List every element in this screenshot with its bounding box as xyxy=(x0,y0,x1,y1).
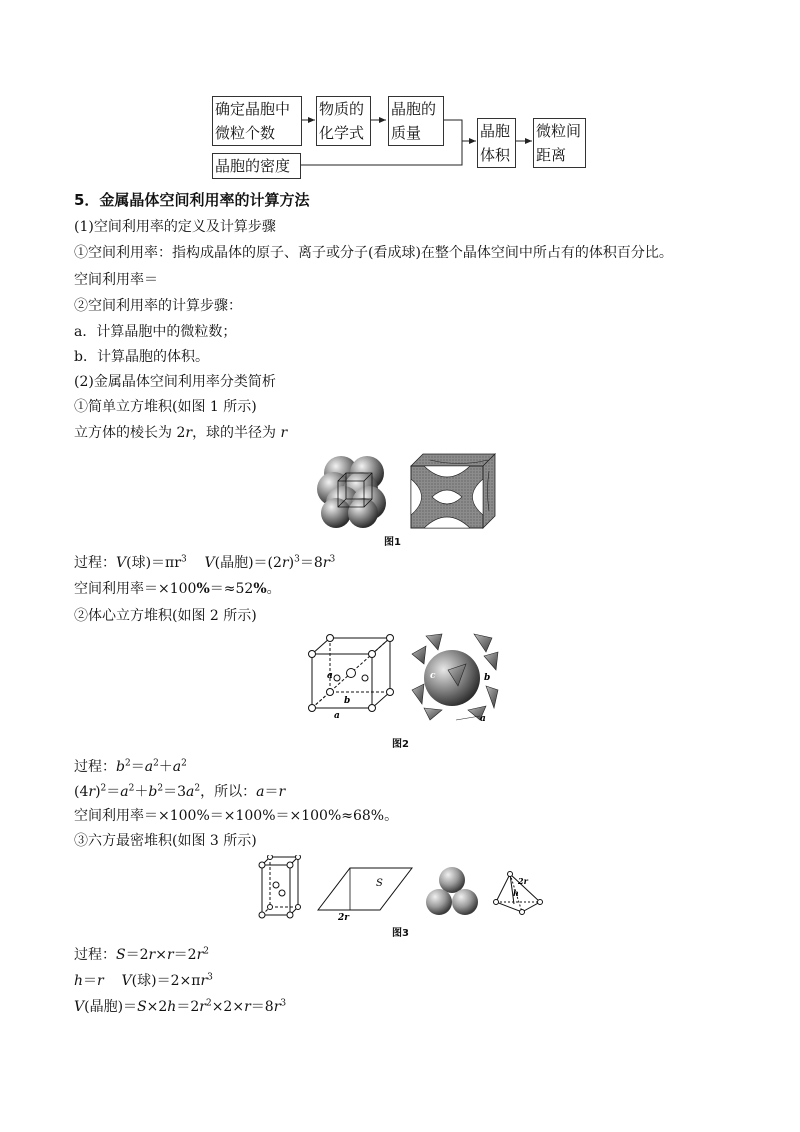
figure-2-caption: 图2 xyxy=(392,739,409,750)
var-r: r xyxy=(200,973,208,989)
process-line xyxy=(74,553,335,573)
text-span: ＝ xyxy=(106,784,121,800)
figure-1-simple-cubic-spheres xyxy=(314,451,392,529)
label-b: b xyxy=(484,673,491,683)
text-line: (1)空间利用率的定义及计算步骤 xyxy=(74,219,276,235)
label-c: c xyxy=(430,671,436,681)
var-a: a xyxy=(256,784,265,800)
var-s: S xyxy=(137,999,147,1015)
flow-box-text: 微粒间 xyxy=(536,122,582,140)
figure-3-three-spheres xyxy=(424,866,480,918)
figure-1-caption: 图1 xyxy=(384,537,401,548)
var-r: r xyxy=(322,555,330,571)
text-span: ＝2 xyxy=(173,947,197,963)
figure-3-hcp-cell xyxy=(256,855,306,921)
var-v: V xyxy=(116,555,127,571)
exponent: 2 xyxy=(194,783,201,794)
text-line xyxy=(74,423,287,443)
var-r: r xyxy=(97,973,104,989)
flow-box-distance xyxy=(533,118,586,168)
exponent: 2 xyxy=(153,758,159,769)
exponent: 3 xyxy=(294,554,300,565)
text-span: 过程： xyxy=(74,555,116,571)
process-line xyxy=(74,997,286,1017)
text-span: × xyxy=(155,947,167,963)
flow-box-cell-mass xyxy=(388,96,444,146)
text-line: 空间利用率＝ xyxy=(74,272,158,288)
text-span: ＝≈52 xyxy=(209,581,254,597)
label-2r: 2r xyxy=(338,913,350,922)
section-title: 5．金属晶体空间利用率的计算方法 xyxy=(74,191,310,209)
text-line: ①空间利用率：指构成晶体的原子、离子或分子(看成球)在整个晶体空间中所占有的体积百分比。 xyxy=(74,245,673,261)
text-span: ＝2 xyxy=(176,999,200,1015)
exponent: 2 xyxy=(157,783,164,794)
text-span: ＝8 xyxy=(250,999,274,1015)
text-span: ) xyxy=(288,555,295,571)
flow-box-text: 微粒个数 xyxy=(215,124,276,142)
process-line xyxy=(74,971,213,991)
var-r: r xyxy=(278,784,286,800)
process-line xyxy=(74,945,209,965)
process-line xyxy=(74,782,285,802)
flow-box-text: 体积 xyxy=(480,146,511,164)
text-span: 空间利用率＝×100 xyxy=(74,581,197,597)
var-a: a xyxy=(120,784,129,800)
flow-box-density xyxy=(212,153,301,179)
figure-2-bcc-wireframe xyxy=(308,634,398,720)
flow-box-text: 确定晶胞中 xyxy=(215,100,291,118)
exponent: 3 xyxy=(207,972,213,983)
var-h: h xyxy=(167,999,177,1015)
flow-box-text: 距离 xyxy=(536,146,567,164)
flow-box-formula xyxy=(316,96,371,146)
text-span: 过程： xyxy=(74,947,116,963)
exponent: 3 xyxy=(280,998,287,1009)
figure-2-bcc-spheres xyxy=(408,630,500,722)
text-span: (球)＝2×π xyxy=(131,973,201,989)
var-r: r xyxy=(148,947,156,963)
var-a: a xyxy=(144,759,154,775)
flow-box-text: 晶胞 xyxy=(480,122,511,140)
exponent: 3 xyxy=(180,554,187,565)
process-line xyxy=(74,757,187,777)
text-line: ③六方最密堆积(如图 3 所示) xyxy=(74,833,257,849)
var-b: b xyxy=(116,759,125,775)
text-span: ×2× xyxy=(211,999,245,1015)
figure-3-tetrahedron xyxy=(492,870,548,920)
text-span: ＋ xyxy=(158,759,173,775)
var-r: r xyxy=(185,425,193,441)
exponent: 2 xyxy=(124,758,131,769)
exponent: 2 xyxy=(203,946,210,957)
label-h: h xyxy=(513,888,519,898)
var-r: r xyxy=(281,555,289,571)
text-span: ，球的半径为 xyxy=(192,425,281,441)
text-line: ①简单立方堆积(如图 1 所示) xyxy=(74,399,257,415)
text-span: 。 xyxy=(266,581,281,597)
flow-box-text: 质量 xyxy=(391,124,422,142)
label-s: S xyxy=(376,878,383,889)
text-span: ＝ xyxy=(264,784,279,800)
percent-sign: % xyxy=(253,581,267,597)
var-h: h xyxy=(74,973,84,989)
text-span: 立方体的棱长为 2 xyxy=(74,425,186,441)
label-2r: 2r xyxy=(518,876,528,886)
figure-3-parallelogram xyxy=(316,866,414,922)
exponent: 3 xyxy=(329,554,336,565)
text-span: ＝8 xyxy=(299,555,323,571)
var-r: r xyxy=(244,999,251,1015)
var-a: a xyxy=(186,784,195,800)
utilization-rate-line xyxy=(74,579,281,599)
label-a: a xyxy=(327,671,333,681)
exponent: 2 xyxy=(100,783,107,794)
label-a: a xyxy=(480,714,486,722)
var-r: r xyxy=(166,947,174,963)
label-a: a xyxy=(334,711,340,720)
flow-box-text: 晶胞的密度 xyxy=(215,157,291,175)
flow-box-particle-count xyxy=(212,96,302,146)
exponent: 2 xyxy=(181,758,187,769)
var-a: a xyxy=(172,759,182,775)
var-v: V xyxy=(74,999,85,1015)
text-span: (球)＝πr xyxy=(126,555,181,571)
exponent: 2 xyxy=(205,998,212,1009)
var-v: V xyxy=(121,973,132,989)
text-span: (4 xyxy=(74,784,89,800)
text-span: ＝2 xyxy=(125,947,149,963)
text-span: (晶胞)＝(2 xyxy=(214,555,282,571)
text-line: ②体心立方堆积(如图 2 所示) xyxy=(74,608,257,624)
var-b: b xyxy=(148,784,158,800)
text-span: ＝ xyxy=(83,973,98,989)
flow-box-text: 化学式 xyxy=(319,124,365,142)
var-v: V xyxy=(204,555,215,571)
utilization-rate-line: 空间利用率＝×100%＝×100%＝×100%≈68%。 xyxy=(74,808,399,824)
exponent: 2 xyxy=(128,783,135,794)
text-line: a．计算晶胞中的微粒数； xyxy=(74,324,237,340)
var-s: S xyxy=(116,947,126,963)
text-span: 过程： xyxy=(74,759,116,775)
var-r: r xyxy=(88,784,96,800)
text-span: ＋ xyxy=(134,784,149,800)
text-span: ×2 xyxy=(146,999,168,1015)
text-span: ) xyxy=(95,784,101,800)
var-r: r xyxy=(280,425,288,441)
text-span: ＝3 xyxy=(163,784,186,800)
text-span: ，所以： xyxy=(200,784,257,800)
label-b: b xyxy=(344,696,351,706)
text-span: ＝ xyxy=(130,759,145,775)
flow-box-cell-volume xyxy=(477,118,516,168)
percent-sign: % xyxy=(196,581,210,597)
var-r: r xyxy=(196,947,204,963)
text-line: ②空间利用率的计算步骤： xyxy=(74,298,242,314)
flow-box-text: 晶胞的 xyxy=(391,100,437,118)
figure-3-caption: 图3 xyxy=(392,928,409,939)
var-r: r xyxy=(273,999,281,1015)
text-line: (2)金属晶体空间利用率分类简析 xyxy=(74,374,276,390)
var-r: r xyxy=(199,999,206,1015)
text-line: b．计算晶胞的体积。 xyxy=(74,349,209,365)
figure-1-cube-cutaway xyxy=(410,453,496,529)
text-span: (晶胞)＝ xyxy=(84,999,138,1015)
flow-box-text: 物质的 xyxy=(319,100,365,118)
